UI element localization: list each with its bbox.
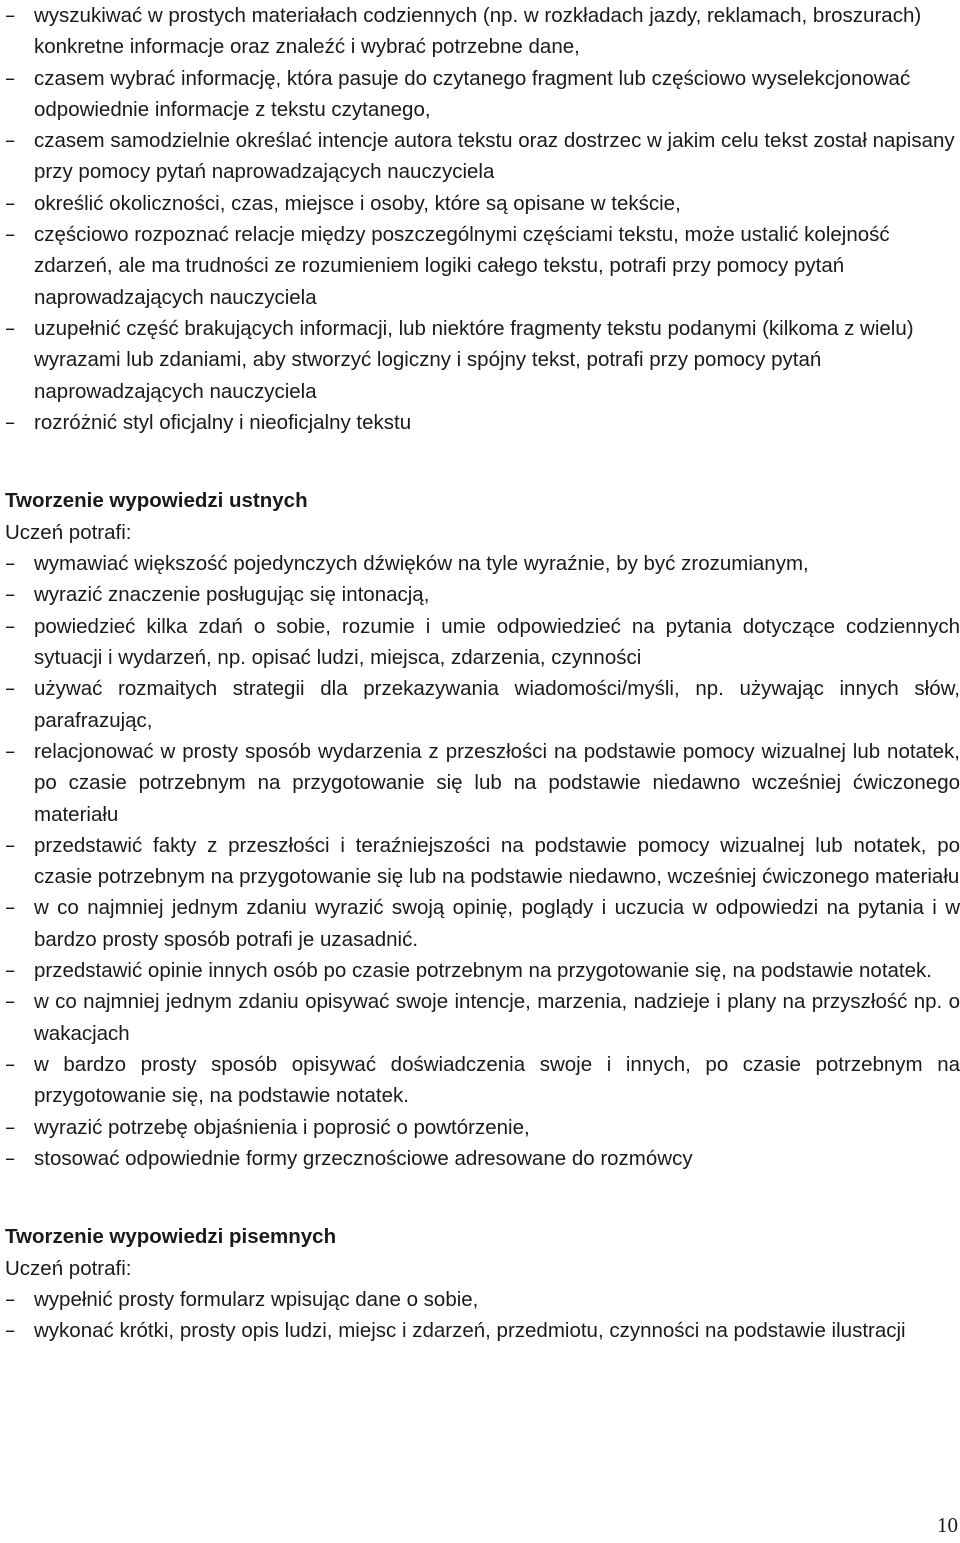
dash-bullet: – [5,409,16,434]
dash-bullet: – [5,832,16,857]
dash-bullet: – [5,989,16,1014]
list-item [5,673,960,736]
list-item-text: częściowo rozpoznać relacje między poszczególnymi częściami tekstu, może ustalić kolejność zdarzeń, ale ma trudności ze rozumieniem logiki całego tekstu, potrafi przy pomocy pytań naprowadzających nauczyciela [34,223,890,309]
list-item-text: rozróżnić styl oficjalny i nieoficjalny tekstu [34,410,412,434]
list-item [5,830,960,893]
list-item-text: przedstawić fakty z przeszłości i teraźniejszości na podstawie pomocy wizualnej lub notatek, po czasie potrzebnym na przygotowanie się lub na podstawie niedawno, wcześniej ćwiczonego materiału [34,833,960,889]
list-item [5,1315,960,1346]
writing-section [5,1221,960,1347]
document-page [5,0,960,1347]
list-item-text: powiedzieć kilka zdań o sobie, rozumie i umie odpowiedzieć na pytania dotyczące codziennych sytuacji i wydarzeń, np. opisać ludzi, miejsca, zdarzenia, czynności [34,614,960,670]
list-item [5,611,960,674]
list-item [5,407,960,438]
dash-bullet: – [5,1318,16,1343]
list-item [5,579,960,610]
list-item [5,63,960,126]
list-item [5,125,960,188]
list-item-text: stosować odpowiednie formy grzecznościowe adresowane do rozmówcy [34,1146,693,1170]
list-item-text: w bardzo prosty sposób opisywać doświadczenia swoje i innych, po czasie potrzebnym na przygotowanie się, na podstawie notatek. [34,1052,960,1108]
dash-bullet: – [5,1145,16,1170]
dash-bullet: – [5,3,16,27]
section-heading: Tworzenie wypowiedzi pisemnych [5,1225,337,1249]
dash-bullet: – [5,676,16,701]
list-item-text: wypełnić prosty formularz wpisując dane o sobie, [34,1288,479,1312]
dash-bullet: – [5,738,16,763]
dash-bullet: – [5,958,16,983]
dash-bullet: – [5,1287,16,1312]
list-item-text: przedstawić opinie innych osób po czasie potrzebnym na przygotowanie się, na podstawie notatek. [34,959,932,983]
list-item [5,313,960,407]
list-item [5,0,960,63]
dash-bullet: – [5,65,16,90]
list-item-text: wyszukiwać w prostych materiałach codziennych (np. w rozkładach jazdy, reklamach, broszurach) konkretne informacje oraz znaleźć i wybrać potrzebne dane, [34,4,922,59]
list-item [5,1049,960,1112]
dash-bullet: – [5,895,16,920]
list-item-text: wyrazić potrzebę objaśnienia i poprosić o powtórzenie, [34,1115,530,1139]
dash-bullet: – [5,1051,16,1076]
section-intro: Uczeń potrafi: [5,1257,132,1281]
list-item-text: uzupełnić część brakujących informacji, lub niektóre fragmenty tekstu podanymi (kilkoma z wielu) wyrazami lub zdaniami, aby stworzyć logiczny i spójny tekst, potrafi przy pomocy pytań naprowadzających nauczyciela [34,316,914,403]
list-item-text: czasem wybrać informację, która pasuje do czytanego fragment lub częściowo wyselekcjonować odpowiednie informacje z tekstu czytanego, [34,66,911,121]
dash-bullet: – [5,190,16,215]
list-item [5,548,960,579]
dash-bullet: – [5,613,16,638]
dash-bullet: – [5,315,16,340]
list-item [5,955,960,986]
list-item [5,892,960,955]
writing-skills-list [5,1284,960,1347]
page-number: 10 [937,1513,958,1537]
list-item-text: w co najmniej jednym zdaniu opisywać swoje intencje, marzenia, nadzieje i plany na przyszłość np. o wakacjach [34,990,960,1045]
list-item-text: używać rozmaitych strategii dla przekazywania wiadomości/myśli, np. używając innych słów, parafrazując, [34,677,960,732]
list-item [5,219,960,313]
list-item-text: wyrazić znaczenie posługując się intonacją, [34,583,430,607]
list-item-text: wymawiać większość pojedynczych dźwięków na tyle wyraźnie, by być zrozumianym, [34,552,809,576]
list-item [5,1112,960,1143]
section-intro: Uczeń potrafi: [5,521,132,545]
list-item [5,736,960,830]
dash-bullet: – [5,582,16,607]
dash-bullet: – [5,128,16,153]
list-item-text: określić okoliczności, czas, miejsce i osoby, które są opisane w tekście, [34,191,681,215]
list-item [5,188,960,219]
list-item-text: czasem samodzielnie określać intencje autora tekstu oraz dostrzec w jakim celu tekst został napisany przy pomocy pytań naprowadzających nauczyciela [34,129,955,184]
list-item-text: wykonać krótki, prosty opis ludzi, miejsc i zdarzeń, przedmiotu, czynności na podstawie ilustracji [34,1319,906,1343]
speaking-skills-list [5,548,960,1174]
section-heading: Tworzenie wypowiedzi ustnych [5,489,308,513]
list-item-text: w co najmniej jednym zdaniu wyrazić swoją opinię, poglądy i uczucia w odpowiedzi na pytania i w bardzo prosty sposób potrafi je uzasadnić. [34,896,960,951]
list-item [5,1284,960,1315]
list-item [5,986,960,1049]
dash-bullet: – [5,1114,16,1139]
dash-bullet: – [5,222,16,247]
speaking-section [5,485,960,1174]
reading-skills-list [5,0,960,438]
list-item [5,1143,960,1174]
dash-bullet: – [5,551,16,576]
list-item-text: relacjonować w prosty sposób wydarzenia z przeszłości na podstawie pomocy wizualnej lub notatek, po czasie potrzebnym na przygotowanie się lub na podstawie niedawno wcześniej ćwiczonego materiału [34,739,960,826]
